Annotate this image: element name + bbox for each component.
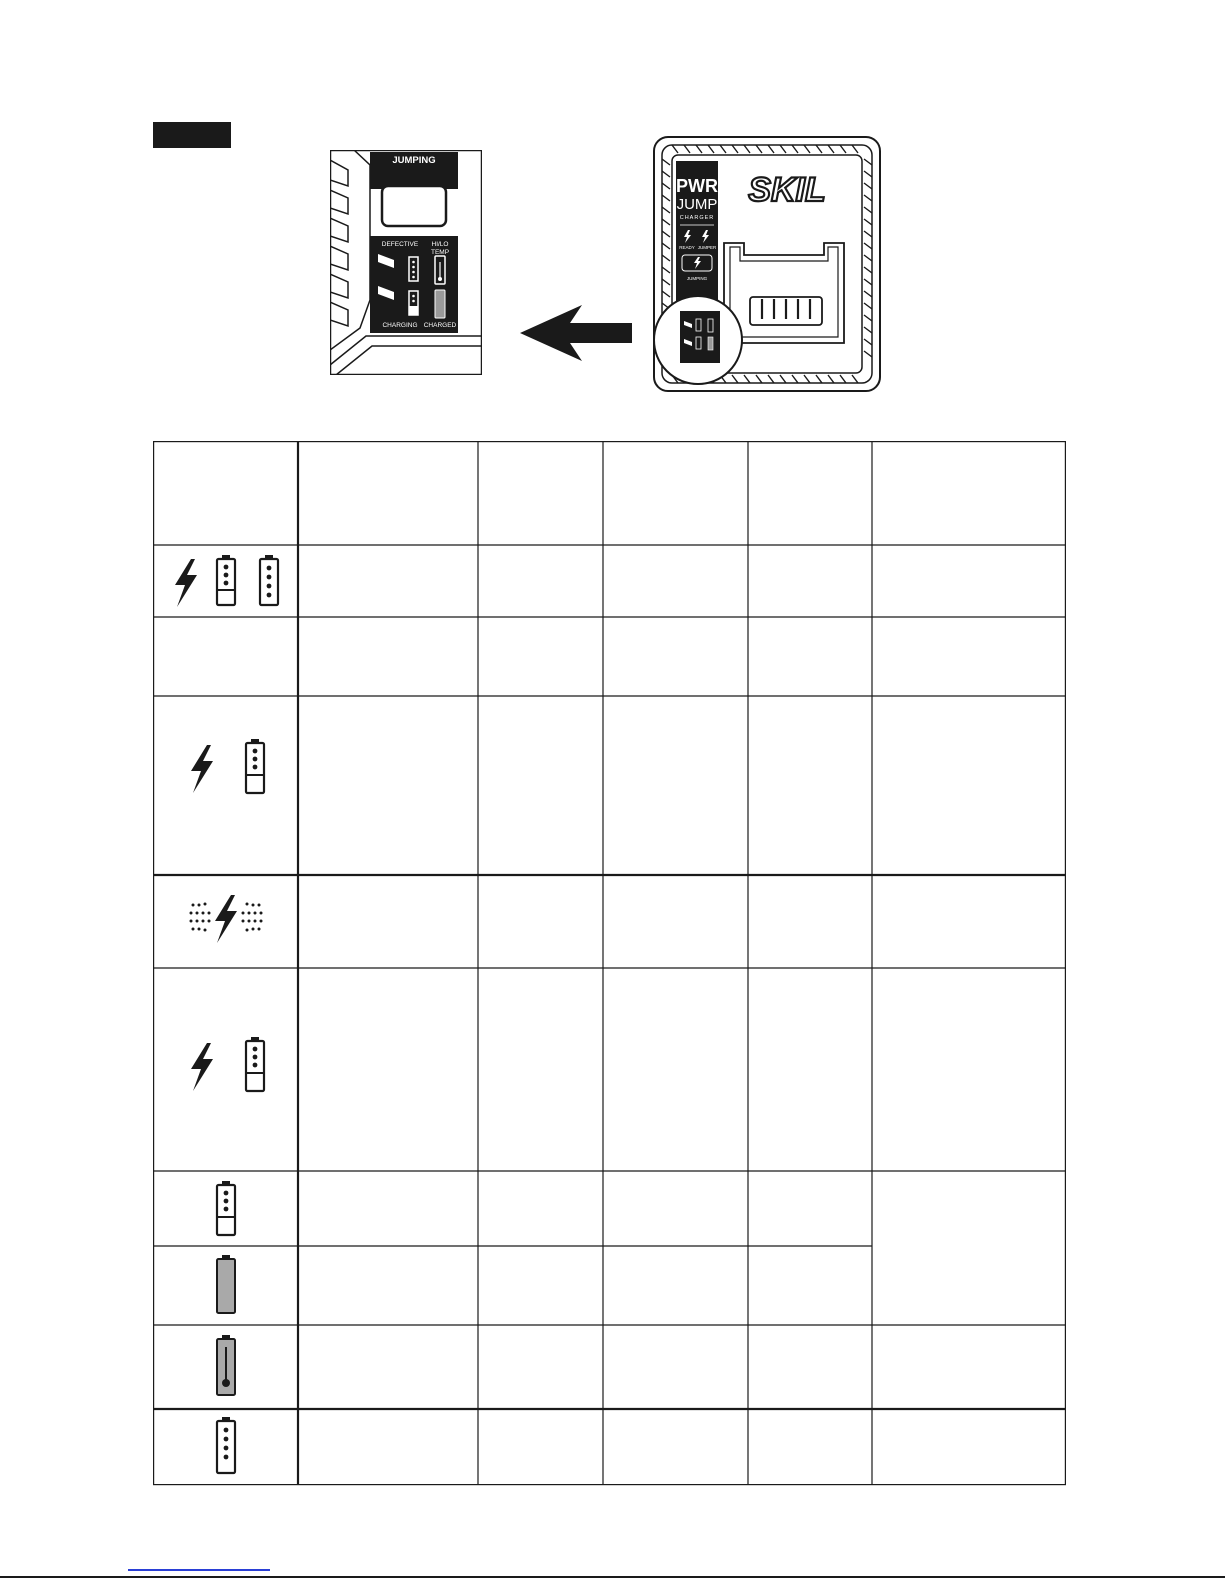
lightning-battery-icon [185,1035,271,1097]
pointer-arrow-icon [520,305,635,361]
temperature-battery-icon [213,1333,239,1399]
figure-label-block [153,122,231,148]
flashing-lightning-icon [187,891,269,947]
jumping-label: JUMPING [392,155,436,166]
indicator-panel-closeup [330,150,482,375]
pwr-label: PWR [676,176,718,196]
ready-label: READY [679,245,695,250]
lightning-battery-icon [185,737,271,799]
charged-label: CHARGED [423,322,457,329]
defective-label: DEFECTIVE [381,241,419,248]
table-grid-lines [153,441,1066,1491]
skil-logo: SKIL [748,171,826,209]
lightning-two-batteries-icon [167,553,289,611]
page-link-underline[interactable] [128,1569,270,1571]
indicator-status-table [153,441,1066,1491]
charger-text-label: CHARGER [679,215,715,221]
jump-label: JUMP [676,196,718,213]
defective-battery-icon [213,1415,239,1477]
charging-label: CHARGING [382,322,418,329]
page-bottom-rule [0,1576,1225,1578]
jumping-strip-label: JUMPING [686,276,708,281]
jumper-label: JUMPER [697,245,717,250]
temp-label: TEMP [430,249,450,256]
charging-battery-icon [213,1179,239,1239]
charger-illustration [652,135,882,395]
hi-lo-label: HI/LO [431,241,449,248]
charged-battery-icon [213,1253,239,1317]
